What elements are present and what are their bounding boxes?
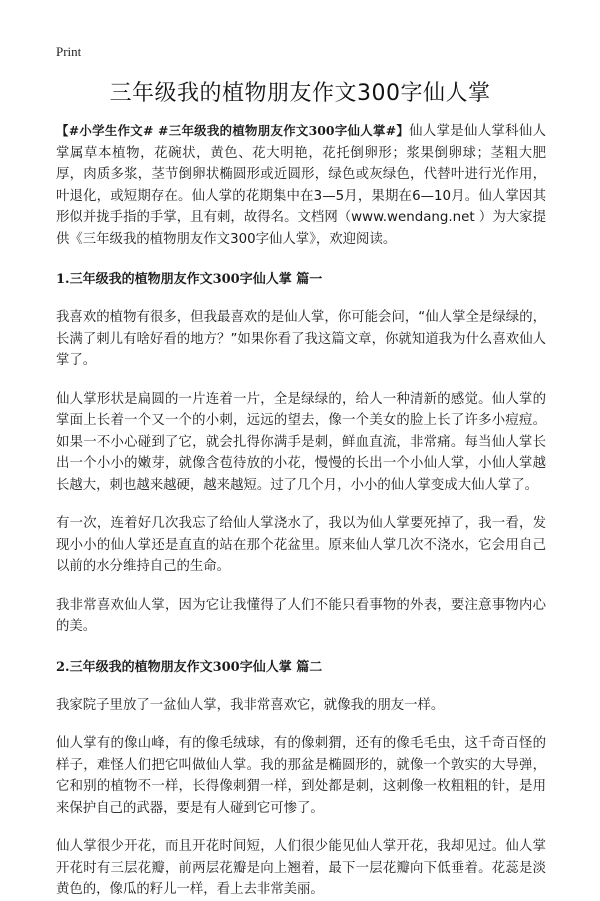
section-1-paragraph-4: 我非常喜欢仙人掌，因为它让我懂得了人们不能只看事物的外表，要注意事物内心的美。 [56, 597, 546, 634]
section-heading-1: 1.三年级我的植物朋友作文300字仙人掌 篇一 [56, 272, 323, 287]
section-2-paragraph-1: 我家院子里放了一盆仙人掌，我非常喜欢它，就像我的朋友一样。 [56, 697, 445, 713]
section-1-paragraph-3: 有一次，连着好几次我忘了给仙人掌浇水了，我以为仙人掌要死掉了，我一看，发现小小的仙人掌还是直直的站在那个花盆里。原来仙人掌几次不浇水，它会用自己以前的水分维持自己的生命。 [56, 516, 546, 574]
section-heading-2: 2.三年级我的植物朋友作文300字仙人掌 篇二 [56, 659, 323, 675]
intro-tag-line: 【#小学生作文# #三年级我的植物朋友作文300字仙人掌#】 [56, 123, 410, 138]
intro-paragraph [56, 120, 546, 250]
section-1-paragraph-2: 仙人掌形状是扁圆的一片连着一片，全是绿绿的，给人一种清新的感觉。仙人掌的掌面上长着一个又一个的小刺，远远的望去，像一个美女的脸上长了许多小痘痘。如果一不小心碰到了它，就会扎得你满手是刺，鲜血直流，非常痛。每当仙人掌长出一个小小的嫩芽，就像含苞待放的小花，慢慢的长出一个小仙人掌，小仙人掌越长越大，刺也越来越硬，越来越短。过了几个月，小小的仙人掌变成大仙人掌了。 [56, 391, 546, 493]
section-2-paragraph-2: 仙人掌有的像山峰，有的像毛绒球，有的像刺猬，还有的像毛毛虫，这千奇百怪的样子，难怪人们把它叫做仙人掌。我的那盆是椭圆形的，就像一个敦实的大导弹，它和别的植物不一样，长得像刺猬一样，到处都是刺，这刺像一枚粗粗的针，是用来保护自己的武器，要是有人碰到它可惨了。 [56, 736, 546, 816]
intro-text: 仙人掌是仙人掌科仙人掌属草本植物，花碗状，黄色、花大明艳，花托倒卵形；浆果倒卵球；茎粗大肥厚，肉质多浆，茎节倒卵状椭圆形或近圆形，绿色或灰绿色，代替叶进行光作用，叶退化，或短期存在。仙人掌的花期集中在3—5月，果期在6—10月。仙人掌因其形似并拢手指的手掌，且有刺，故得名。文档网（www.wendang.net ）为大家提供《三年级我的植物朋友作文300字仙人掌》，欢迎阅读。 [56, 124, 546, 247]
print-label: Print [56, 44, 82, 59]
section-2-paragraph-3: 仙人掌很少开花，而且开花时间短，人们很少能见仙人掌开花，我却见过。仙人掌开花时有三层花瓣，前两层花瓣是向上翘着，最下一层花瓣向下低垂着。花蕊是淡黄色的，像瓜的籽儿一样，看上去非常美丽。 [56, 839, 546, 897]
article-body [56, 120, 546, 901]
page-title: 三年级我的植物朋友作文300字仙人掌 [109, 81, 491, 106]
section-1-paragraph-1: 我喜欢的植物有很多，但我最喜欢的是仙人掌，你可能会问，“仙人掌全是绿绿的，长满了刺儿有啥好看的地方？”如果你看了我这篇文章，你就知道我为什么喜欢仙人掌了。 [56, 310, 546, 368]
